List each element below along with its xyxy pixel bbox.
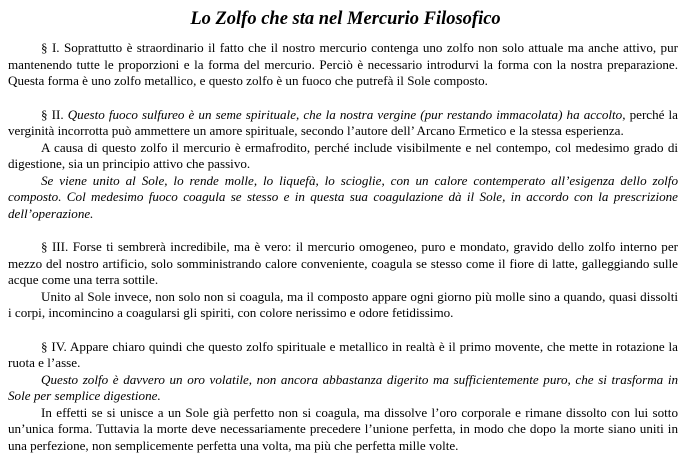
section-2-paragraph-2: A causa di questo zolfo il mercurio è ermafrodito, perché include visibilmente e nel contempo, col medesimo grado di digestione, sia un principio attivo che passivo. bbox=[8, 139, 678, 171]
section-3-paragraph-1: § III. Forse ti sembrerà incredibile, ma è vero: il mercurio omogeneo, puro e mondato, gravido dello zolfo interno per mezzo del nostro artificio, solo somministrando calore conveniente, coagula se stesso come il fiore di latte, galleggiando sulle acque come una terra sottile. bbox=[8, 239, 678, 287]
section-2-paragraph-1-rest: perché la verginità incorrotta può ammettere un amore spirituale, secondo l’autore dell’ Arcano Ermetico e la stessa esperienza. bbox=[8, 106, 678, 138]
document-body bbox=[8, 40, 678, 454]
section-2-paragraph-1 bbox=[8, 107, 678, 140]
section-1-paragraph-1: § I. Soprattutto è straordinario il fatto che il nostro mercurio contenga uno zolfo non solo attuale ma anche attivo, pur mantenendo tutte le proporzioni e la forma del mercurio. Perciò è necessario introdurvi la forma con la nostra preparazione. Questa forma è uno zolfo metallico, e questo zolfo è un fuoco che putrefà il Sole composto. bbox=[8, 40, 678, 88]
section-2-italic-quote: Questo fuoco sulfureo è un seme spirituale, che la nostra vergine (pur restando immacolata) ha accolto, bbox=[67, 106, 626, 122]
section-3-paragraph-2: Unito al Sole invece, non solo non si coagula, ma il composto appare ogni giorno più molle sino a quando, quasi dissolti i corpi, incomincino a coagularsi gli spiriti, con colore nerissimo e odore fetidissimo. bbox=[8, 288, 678, 320]
section-4-paragraph-1: § IV. Appare chiaro quindi che questo zolfo spirituale e metallico in realtà è il primo movente, che mette in rotazione la ruota e l’asse. bbox=[8, 338, 678, 370]
section-4-paragraph-2: Questo zolfo è davvero un oro volatile, non ancora abbastanza digerito ma sufficientemente puro, che si trasforma in Sole per semplice digestione. bbox=[8, 371, 678, 403]
section-2-paragraph-3: Se viene unito al Sole, lo rende molle, lo liquefà, lo scioglie, con un calore contemperato all’esigenza dello zolfo composto. Col medesimo fuoco coagula se stesso e in questa sua coagulazione dà il Sole, in accordo con la prescrizione dell’operazione. bbox=[8, 172, 678, 221]
section-4-paragraph-3: In effetti se si unisce a un Sole già perfetto non si coagula, ma dissolve l’oro corporale e rimane dissolto con lui sotto un’unica forma. Tuttavia la morte deve necessariamente precedere l’unione perfetta, in modo che dopo la morte siano uniti in una perfezione, non semplicemente perfetta una volta, ma più che perfetta mille volte. bbox=[8, 404, 678, 453]
section-2-number: § II. bbox=[41, 106, 68, 122]
page-title: Lo Zolfo che sta nel Mercurio Filosofico bbox=[190, 9, 501, 29]
